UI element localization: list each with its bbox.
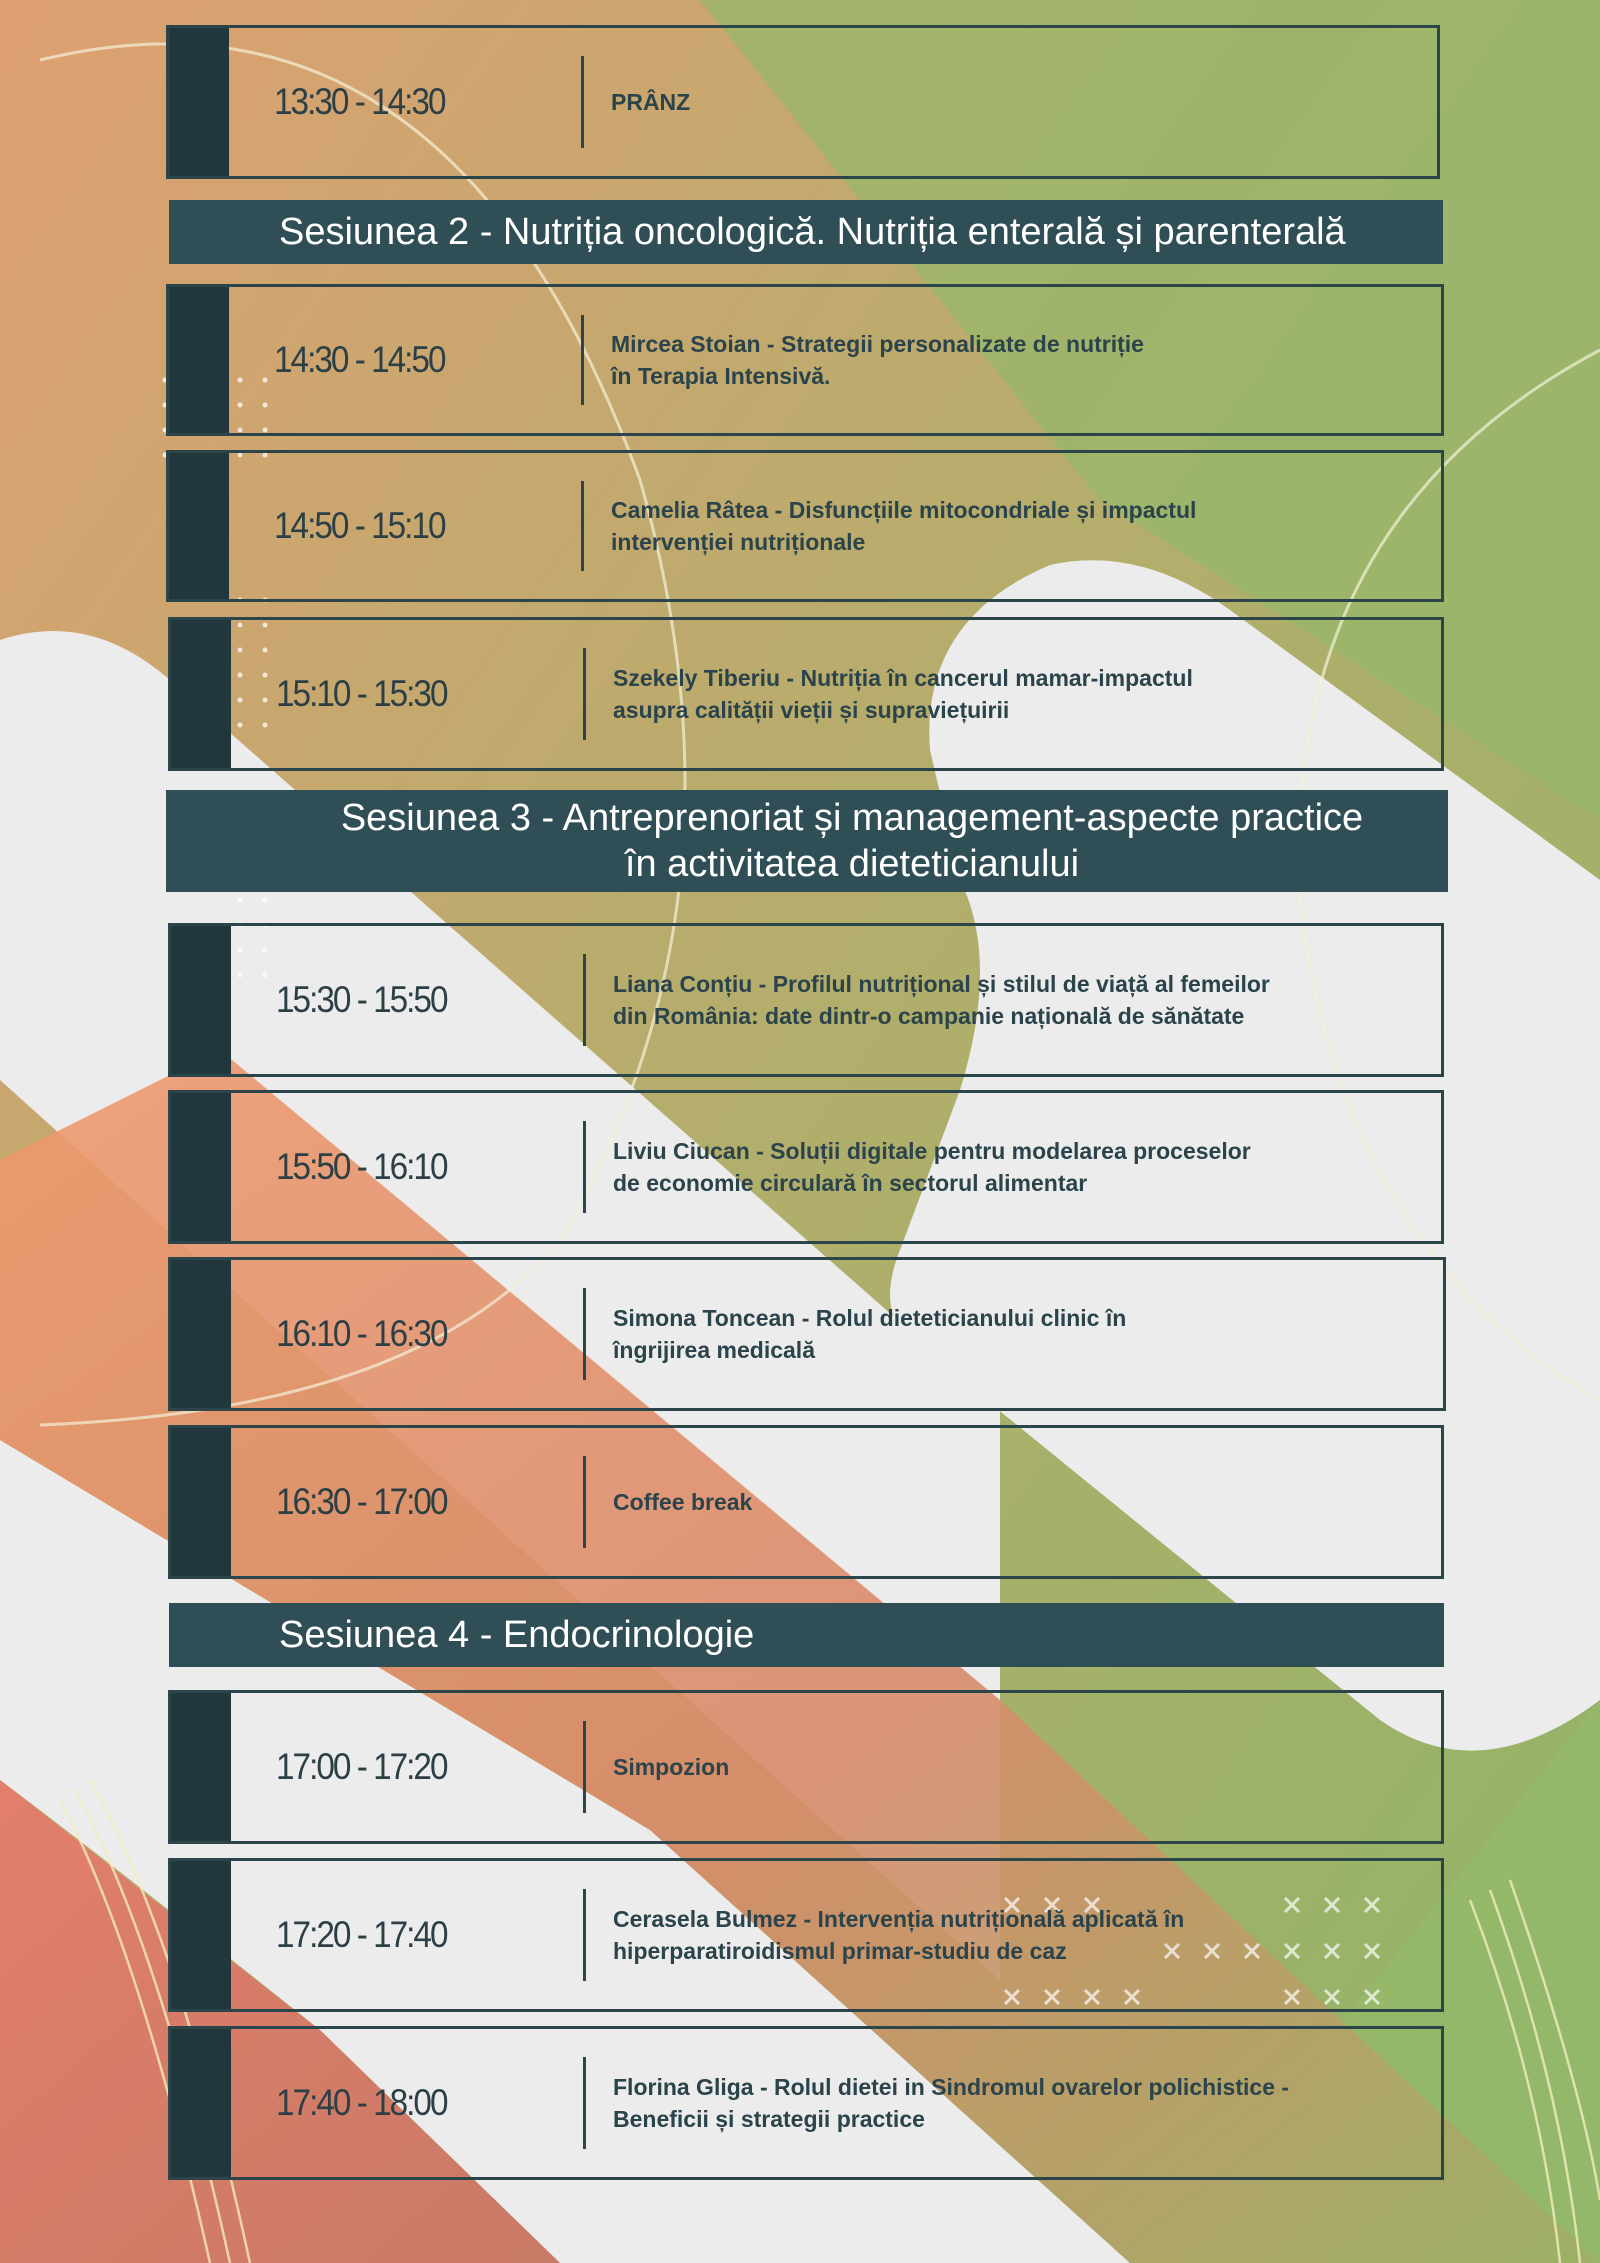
talk-title: Simpozion [613,1754,730,1780]
schedule-row [166,284,1444,436]
row-accent-bar [171,620,231,768]
talk-title: Florina Gliga - Rolul dietei in Sindromul ovarelor polichistice - Beneficii și strategii practice [613,2074,1290,2132]
row-divider [581,315,584,405]
row-divider [583,1288,586,1380]
time-slot: 13:30 - 14:30 [274,81,445,122]
row-accent-bar [171,2029,231,2177]
time-slot: 14:50 - 15:10 [274,505,445,546]
row-accent-bar [171,1428,231,1576]
time-slot: 16:10 - 16:30 [276,1313,447,1354]
row-divider [583,1456,586,1548]
talk-title: Liana Conțiu - Profilul nutrițional și stilul de viață al femeilor din România: date dintr-o campanie națională de sănătate [613,971,1270,1029]
time-slot: 15:10 - 15:30 [276,673,447,714]
schedule-row [168,1690,1444,1844]
row-divider [583,648,586,740]
time-slot: 17:40 - 18:00 [276,2082,447,2123]
talk-title: Camelia Râtea - Disfuncțiile mitocondriale și impactul intervenției nutriționale [611,497,1197,555]
row-divider [583,954,586,1046]
talk-title: Mircea Stoian - Strategii personalizate de nutriție în Terapia Intensivă. [611,331,1144,389]
time-slot: 17:20 - 17:40 [276,1914,447,1955]
row-accent-bar [169,453,229,599]
row-accent-bar [169,28,229,176]
session-heading: Sesiunea 3 - Antreprenoriat și management-aspecte practice în activitatea dieteticianului [166,790,1448,892]
row-divider [581,56,584,148]
row-accent-bar [171,1093,231,1241]
schedule-row [168,1425,1444,1579]
schedule-row [168,923,1444,1077]
talk-title: Simona Toncean - Rolul dieteticianului clinic în îngrijirea medicală [613,1305,1127,1363]
time-slot: 16:30 - 17:00 [276,1481,447,1522]
session-heading: Sesiunea 2 - Nutriția oncologică. Nutriția enterală și parenterală [169,200,1443,264]
time-slot: 17:00 - 17:20 [276,1746,447,1787]
talk-title: Liviu Ciucan - Soluții digitale pentru modelarea proceselor de economie circulară în sectorul alimentar [613,1138,1251,1196]
schedule-row [168,617,1444,771]
row-accent-bar [171,1693,231,1841]
row-accent-bar [169,287,229,433]
time-slot: 15:30 - 15:50 [276,979,447,1020]
row-divider [581,481,584,571]
time-slot: 15:50 - 16:10 [276,1146,447,1187]
schedule-row [166,450,1444,602]
row-accent-bar [171,926,231,1074]
talk-title: Cerasela Bulmez - Intervenția nutrițională aplicată în hiperparatiroidismul primar-studiu de caz [613,1906,1185,1964]
row-divider [583,1889,586,1981]
row-accent-bar [171,1861,231,2009]
schedule-row [168,1257,1446,1411]
schedule-row [168,1858,1444,2012]
row-divider [583,1721,586,1813]
row-divider [583,1121,586,1213]
row-accent-bar [171,1260,231,1408]
talk-title: Szekely Tiberiu - Nutriția în cancerul mamar-impactul asupra calității vieții și supraviețuirii [613,665,1193,723]
schedule-row [168,2026,1444,2180]
session-heading: Sesiunea 4 - Endocrinologie [169,1603,1444,1667]
talk-title: PRÂNZ [611,89,691,115]
time-slot: 14:30 - 14:50 [274,339,445,380]
schedule-row [168,1090,1444,1244]
row-divider [583,2057,586,2149]
talk-title: Coffee break [613,1489,753,1515]
schedule-row [166,25,1440,179]
